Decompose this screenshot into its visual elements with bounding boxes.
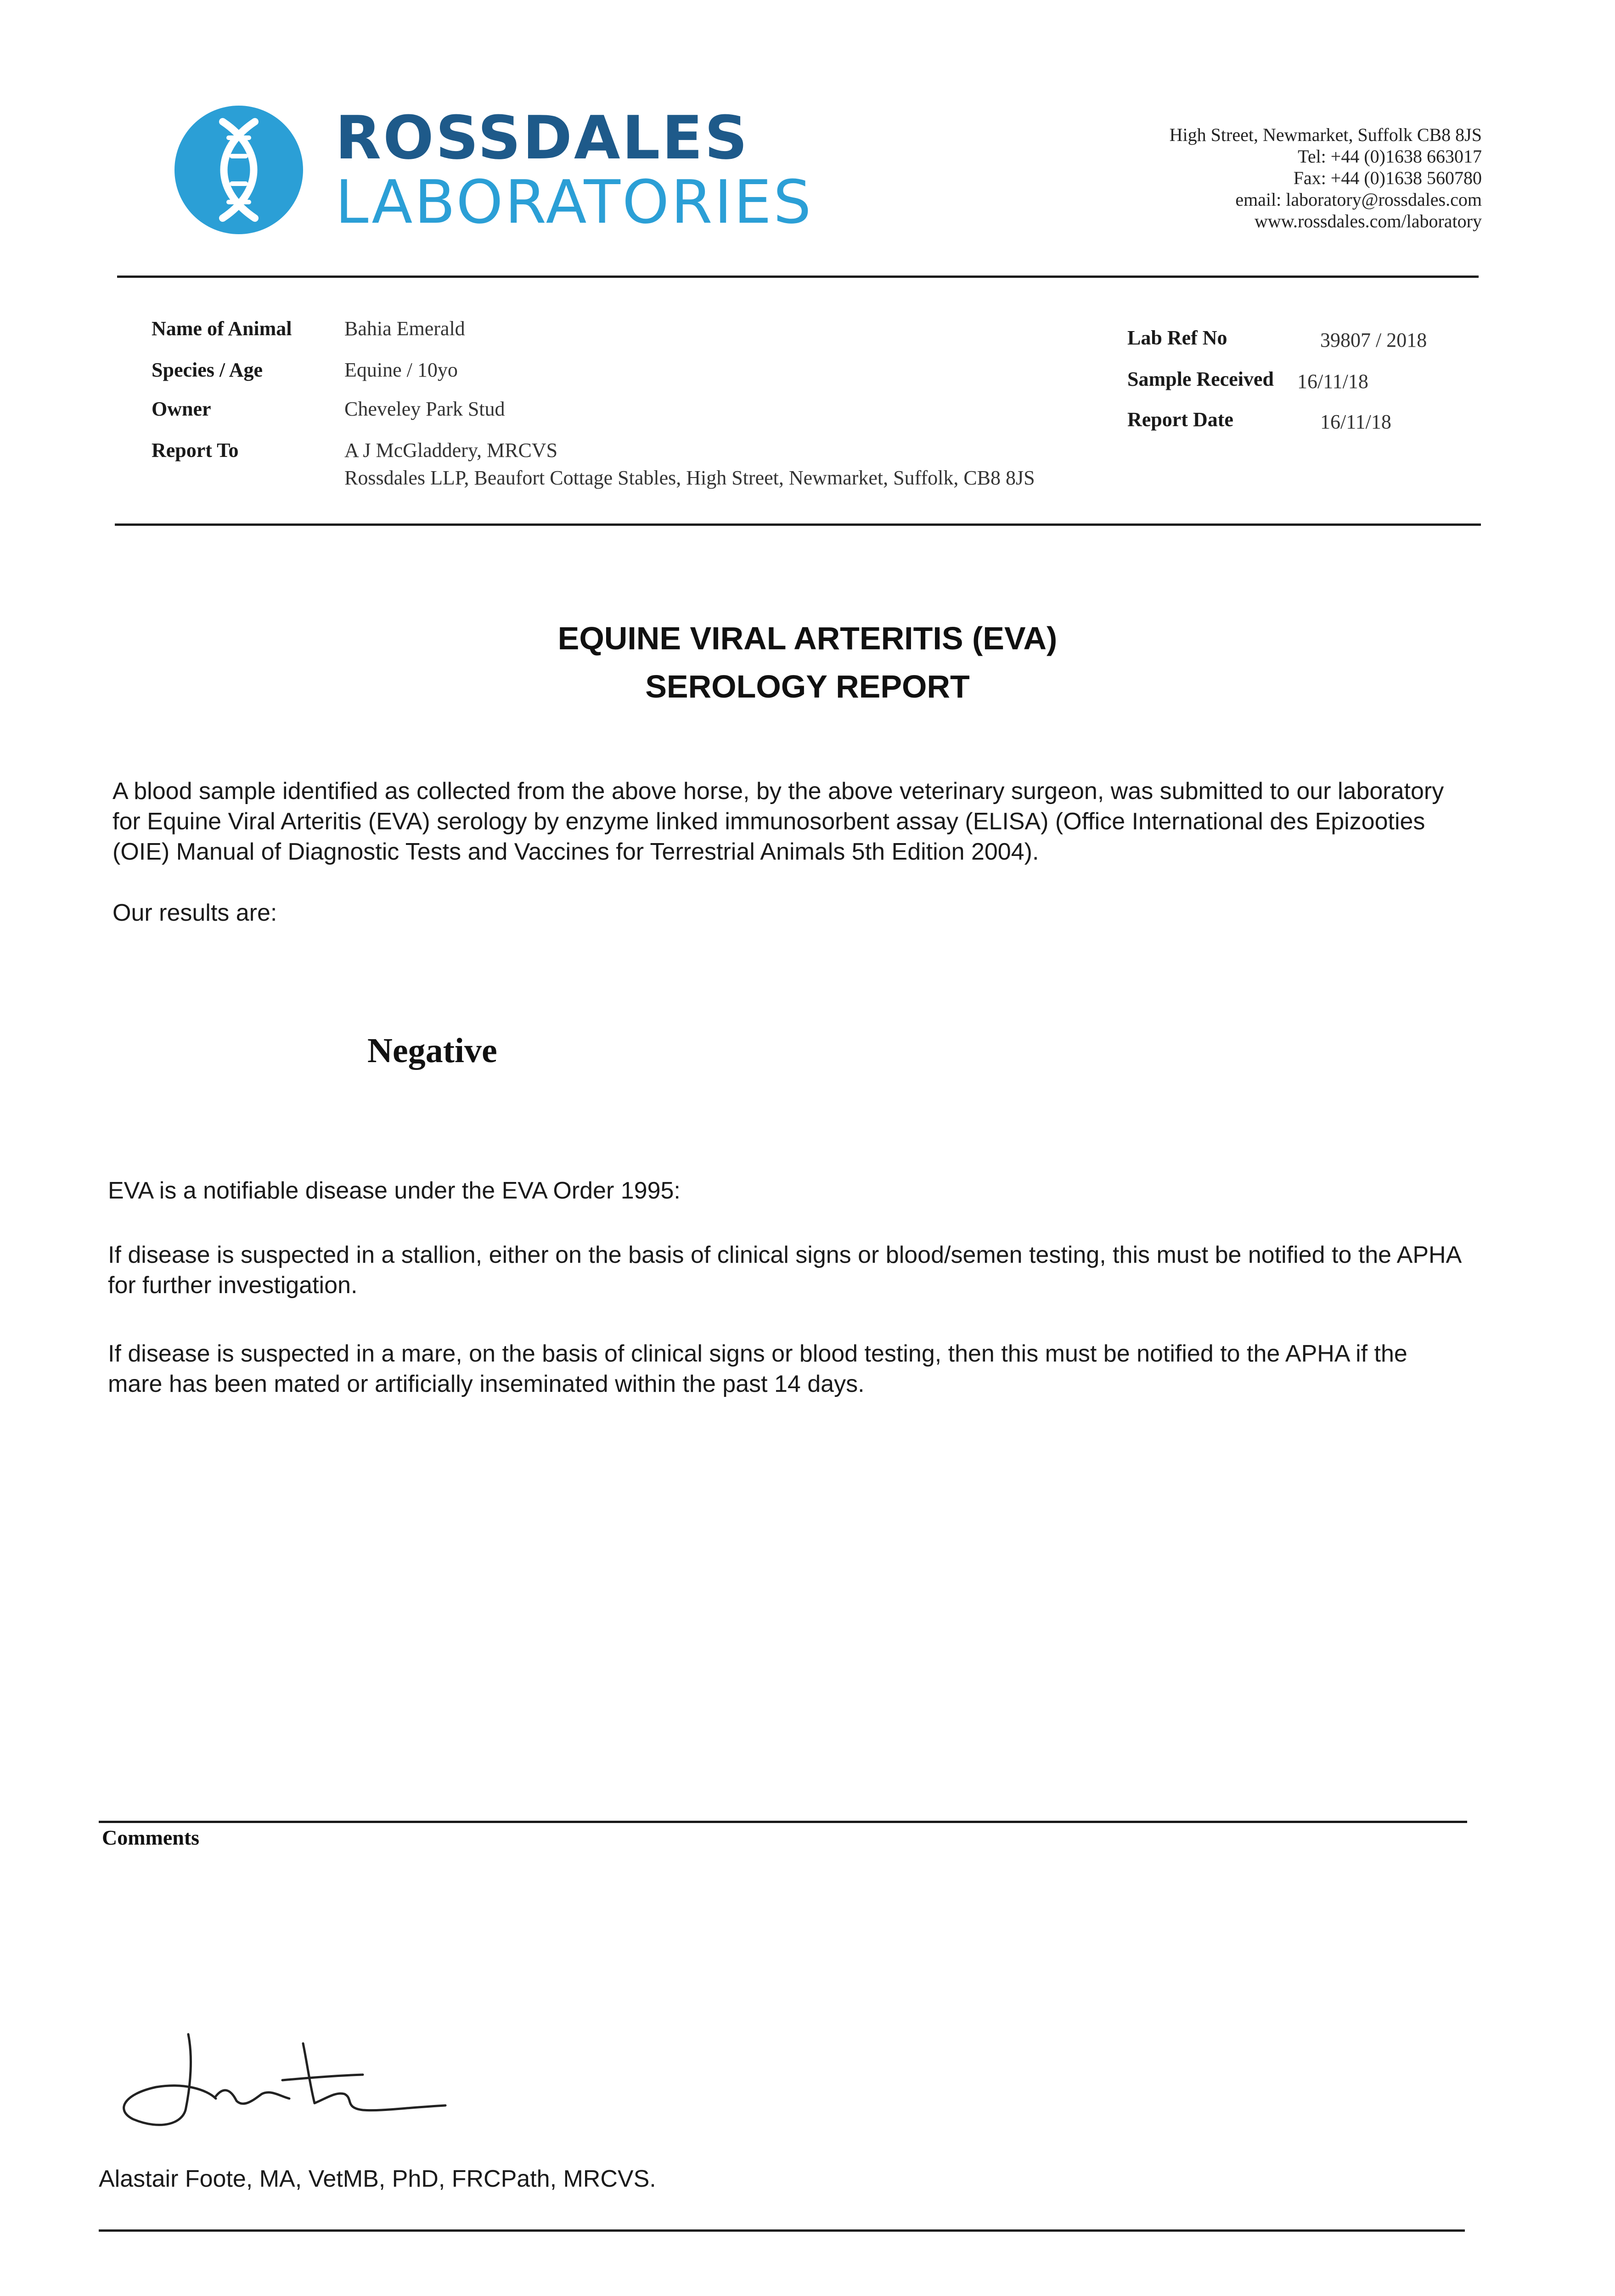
test-result: Negative bbox=[367, 1031, 497, 1070]
signatory-name: Alastair Foote, MA, VetMB, PhD, FRCPath, MRCVS. bbox=[99, 2166, 656, 2192]
report-to-label: Report To bbox=[152, 439, 239, 461]
notifiable-statement: EVA is a notifiable disease under the EVA Order 1995: bbox=[108, 1177, 681, 1204]
stallion-note: If disease is suspected in a stallion, either on the basis of clinical signs or blood/semen testing, this must be notified to the APHA for further investigation. bbox=[108, 1242, 1461, 1299]
report-date-label: Report Date bbox=[1127, 408, 1233, 431]
owner-value: Cheveley Park Stud bbox=[344, 398, 505, 420]
owner-label: Owner bbox=[152, 398, 211, 420]
contact-website: www.rossdales.com/laboratory bbox=[1254, 211, 1482, 231]
brand-name-line2: LABORATORIES bbox=[335, 167, 813, 237]
mare-note: If disease is suspected in a mare, on the basis of clinical signs or blood testing, then this must be notified to the APHA if the mare has been mated or artificially inseminated within the past 14 days. bbox=[108, 1340, 1407, 1397]
footer-divider bbox=[99, 2229, 1465, 2232]
name-of-animal-value: Bahia Emerald bbox=[344, 317, 465, 340]
sample-received-label: Sample Received bbox=[1127, 368, 1274, 390]
signature bbox=[106, 2016, 473, 2144]
species-age-label: Species / Age bbox=[152, 359, 263, 381]
logo-emblem bbox=[174, 106, 303, 234]
info-divider bbox=[115, 523, 1481, 526]
report-date-value: 16/11/18 bbox=[1320, 411, 1391, 433]
brand-name-line1: ROSSDALES bbox=[335, 103, 749, 173]
dna-helix-icon bbox=[174, 106, 303, 234]
report-to-name: A J McGladdery, MRCVS bbox=[344, 439, 558, 461]
sample-received-value: 16/11/18 bbox=[1297, 370, 1368, 393]
contact-fax: Fax: +44 (0)1638 560780 bbox=[1293, 168, 1482, 188]
results-intro: Our results are: bbox=[113, 900, 277, 926]
contact-email: email: laboratory@rossdales.com bbox=[1235, 189, 1482, 210]
report-title-line1: EQUINE VIRAL ARTERITIS (EVA) bbox=[557, 620, 1058, 656]
contact-tel: Tel: +44 (0)1638 663017 bbox=[1298, 146, 1482, 167]
comments-label: Comments bbox=[102, 1826, 200, 1849]
report-to-address: Rossdales LLP, Beaufort Cottage Stables, High Street, Newmarket, Suffolk, CB8 8JS bbox=[344, 467, 1035, 489]
report-title-line2: SEROLOGY REPORT bbox=[645, 669, 970, 704]
contact-block bbox=[1170, 124, 1482, 232]
lab-ref-label: Lab Ref No bbox=[1127, 326, 1227, 349]
lab-ref-value: 39807 / 2018 bbox=[1320, 329, 1427, 351]
name-of-animal-label: Name of Animal bbox=[152, 317, 292, 340]
header-divider bbox=[117, 276, 1479, 278]
species-age-value: Equine / 10yo bbox=[344, 359, 458, 381]
comments-divider bbox=[99, 1821, 1467, 1823]
contact-address: High Street, Newmarket, Suffolk CB8 8JS bbox=[1169, 124, 1482, 145]
intro-paragraph: A blood sample identified as collected from the above horse, by the above veterinary surgeon, was submitted to our laboratory for Equine Viral Arteritis (EVA) serology by enzyme linked immunosorbent assay (ELISA) (Office International des Epizooties (OIE) Manual of Diagnostic Tests and Vaccines for Terrestrial Animals 5th Edition 2004). bbox=[113, 778, 1444, 865]
